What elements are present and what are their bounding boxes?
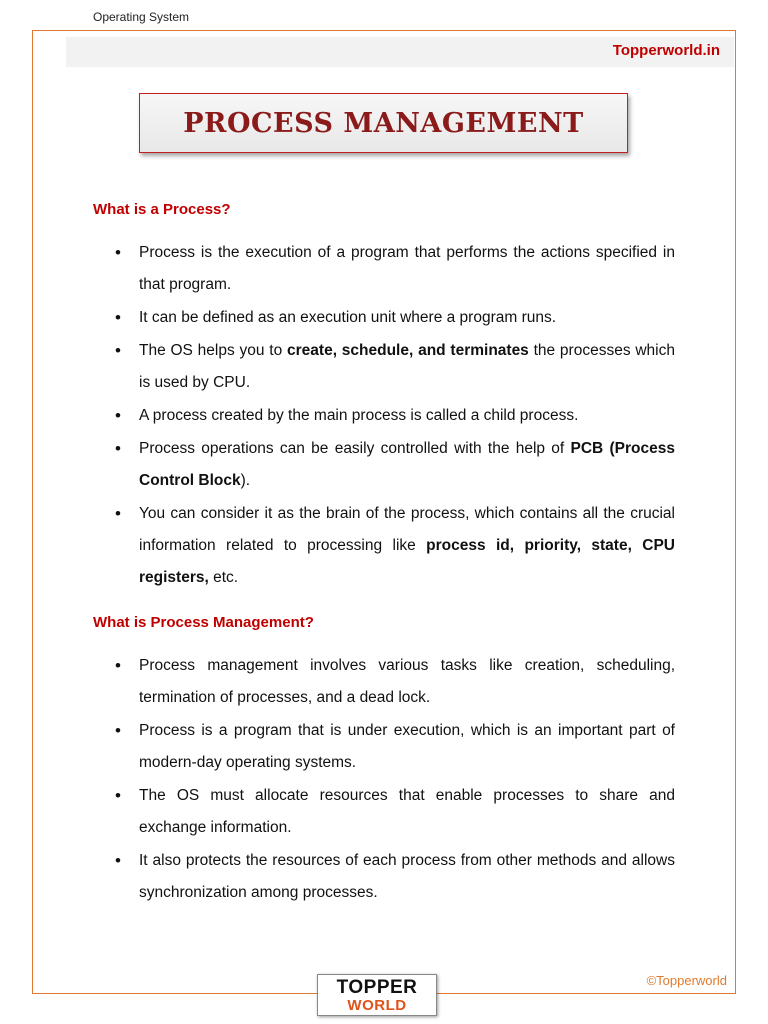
bullet-item — [113, 237, 675, 301]
site-banner — [66, 37, 734, 67]
bullet-item — [113, 302, 675, 334]
bullet-text: A process created by the main process is called a child process. — [139, 407, 579, 424]
bullet-text: You can consider it as the brain of the process, which contains all the crucial information related to processing like — [139, 505, 675, 554]
bullet-item — [113, 650, 675, 714]
bullet-list-process-management — [113, 650, 675, 910]
page-title: PROCESS MANAGEMENT — [183, 107, 584, 139]
bullet-text: Process operations can be easily controlled with the help of — [139, 440, 571, 457]
bullet-list-what-is-process — [113, 237, 675, 595]
bullet-text: It also protects the resources of each process from other methods and allows synchronization among processes. — [139, 852, 675, 901]
bullet-text: Process is a program that is under execution, which is an important part of modern-day operating systems. — [139, 722, 675, 771]
bullet-bold-text: process id, priority, state, CPU registers, — [139, 537, 675, 586]
bullet-text: Process management involves various tasks like creation, scheduling, termination of processes, and a dead lock. — [139, 657, 675, 706]
bullet-text: It can be defined as an execution unit where a program runs. — [139, 309, 557, 326]
bullet-item — [113, 780, 675, 844]
bullet-text: ). — [240, 472, 251, 489]
bullet-item — [113, 845, 675, 909]
running-head: Operating System — [93, 10, 190, 24]
section-heading-what-is-process: What is a Process? — [93, 201, 231, 218]
logo-line-1: TOPPER — [336, 977, 418, 998]
bullet-item — [113, 498, 675, 594]
bullet-bold-text: PCB (Process Control Block — [139, 440, 675, 489]
section-heading-process-management: What is Process Management? — [93, 614, 314, 631]
bullet-text: The OS helps you to — [139, 342, 288, 359]
bullet-item — [113, 335, 675, 399]
bullet-text: the processes which is used by CPU. — [139, 342, 675, 391]
site-name: Topperworld.in — [612, 42, 720, 59]
bullet-item — [113, 715, 675, 779]
title-box — [139, 93, 628, 153]
bullet-bold-text: create, schedule, and terminates — [287, 342, 529, 359]
bullet-text: The OS must allocate resources that enable processes to share and exchange information. — [139, 787, 675, 836]
copyright-text: ©Topperworld — [646, 973, 727, 988]
bullet-text: Process is the execution of a program that performs the actions specified in that program. — [139, 244, 675, 293]
logo-line-2: WORLD — [347, 997, 407, 1014]
bullet-text: etc. — [208, 569, 239, 586]
bullet-item — [113, 433, 675, 497]
bullet-item — [113, 400, 675, 432]
topperworld-logo — [317, 974, 437, 1016]
